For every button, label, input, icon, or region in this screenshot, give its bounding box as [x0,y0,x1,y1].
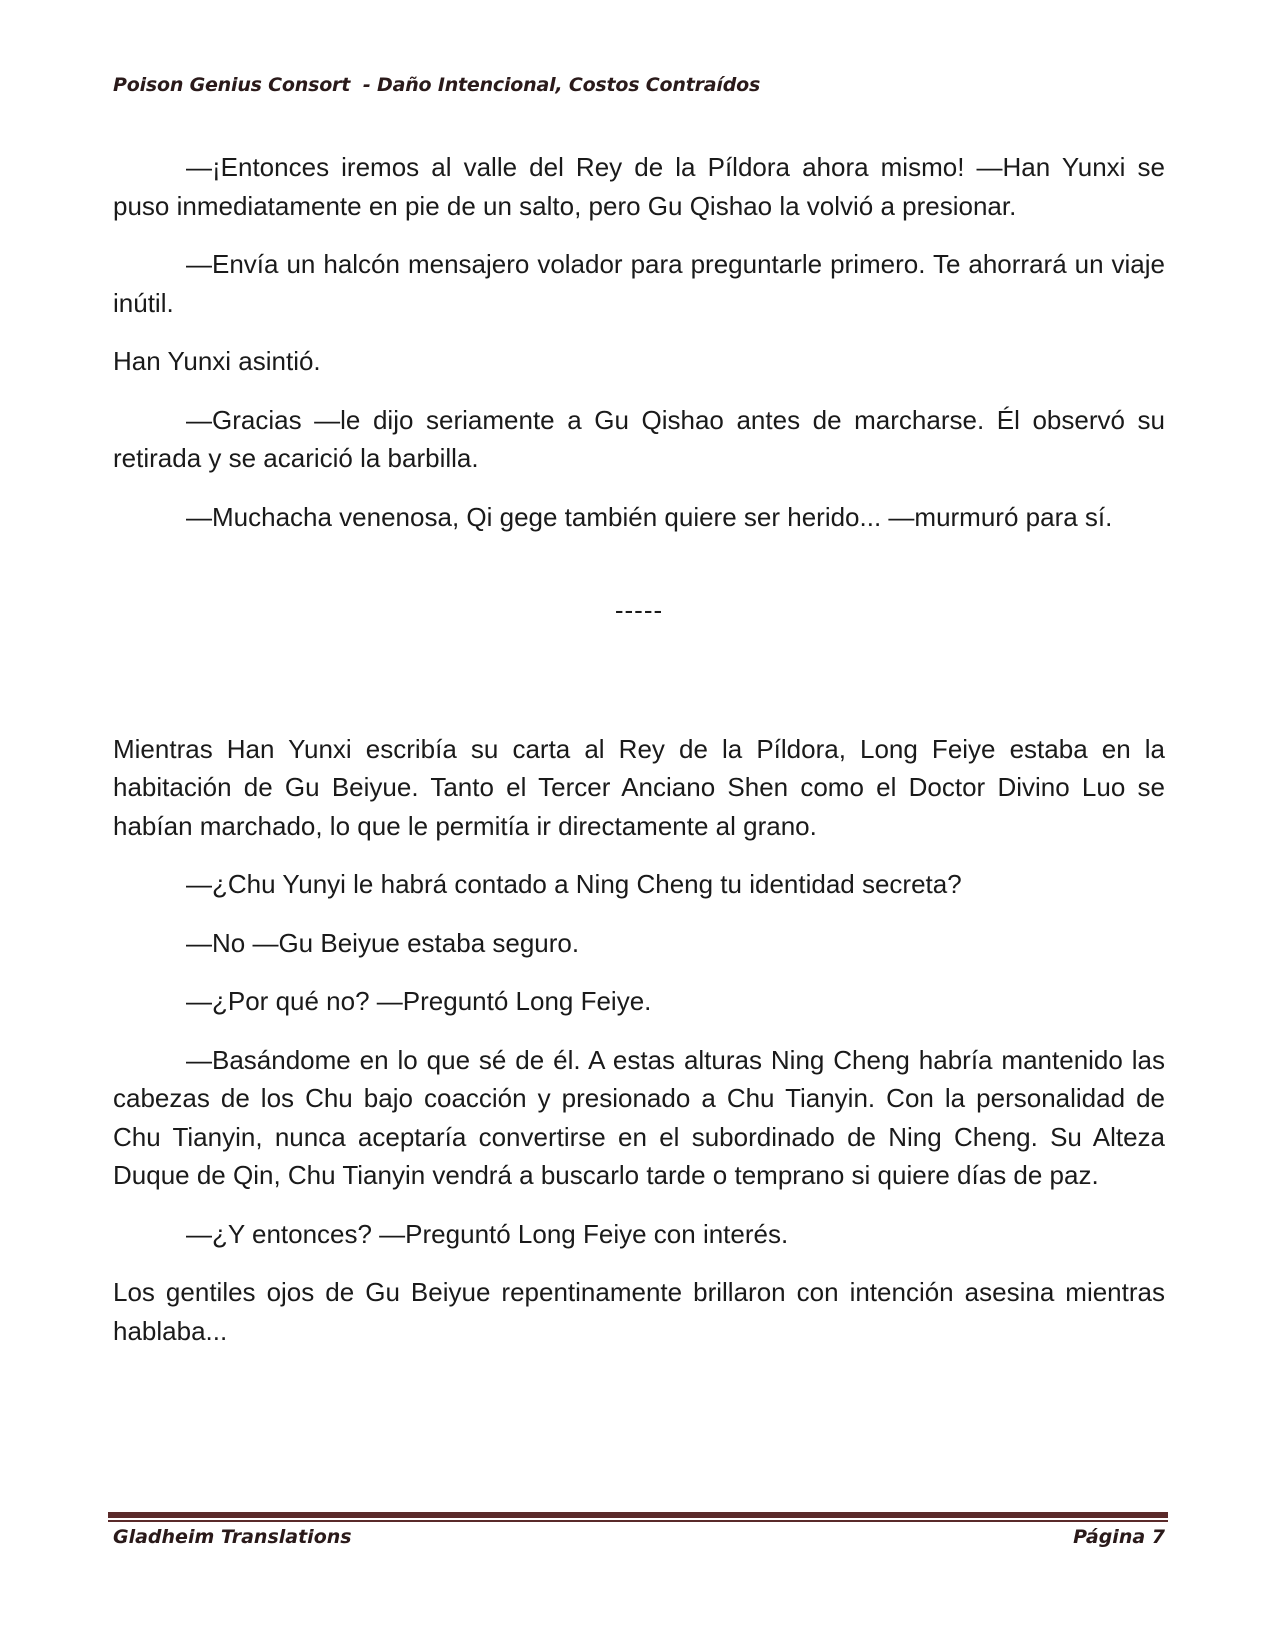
footer-page-number: Página 7 [1073,1526,1165,1548]
paragraph: —Envía un halcón mensajero volador para preguntarle primero. Te ahorrará un viaje inútil. [113,249,1165,318]
document-body [113,148,1165,1370]
paragraph: —¿Por qué no? —Preguntó Long Feiye. [186,986,652,1016]
footer-translator: Gladheim Translations [113,1526,352,1548]
paragraph: —Basándome en lo que sé de él. A estas alturas Ning Cheng habría mantenido las cabezas de los Chu bajo coacción y presionado a Chu Tianyin. Con la personalidad de Chu Tianyin, nunca aceptaría convertirse en el subordinado de Ning Cheng. Su Alteza Duque de Qin, Chu Tianyin vendrá a buscarlo tarde o temprano si quiere días de paz. [113,1044,1165,1190]
paragraph: —¿Y entonces? —Preguntó Long Feiye con interés. [186,1218,789,1249]
footer-divider-thin [108,1520,1168,1522]
paragraph: —Gracias —le dijo seriamente a Gu Qishao antes de marcharse. Él observó su retirada y se acarició la barbilla. [113,404,1165,473]
paragraph: Mientras Han Yunxi escribía su carta al Rey de la Píldora, Long Feiye estaba en la habitación de Gu Beiyue. Tanto el Tercer Anciano Shen como el Doctor Divino Luo se habían marchado, lo que le permitía ir directamente al grano. [113,733,1165,841]
paragraph: —¡Entonces iremos al valle del Rey de la Píldora ahora mismo! —Han Yunxi se puso inmediatamente en pie de un salto, pero Gu Qishao la volvió a presionar. [113,152,1165,221]
scene-break: ----- [614,595,664,625]
footer-divider [108,1512,1168,1524]
paragraph: —Muchacha venenosa, Qi gege también quiere ser herido... —murmuró para sí. [186,501,1113,532]
paragraph: —¿Chu Yunyi le habrá contado a Ning Cheng tu identidad secreta? [186,869,962,899]
page-header-title: Poison Genius Consort - Daño Intencional, Costos Contraídos [113,74,761,96]
paragraph: Los gentiles ojos de Gu Beiyue repentinamente brillaron con intención asesina mientras hablaba... [113,1277,1165,1346]
footer-divider-thick [108,1512,1168,1518]
paragraph: —No —Gu Beiyue estaba seguro. [186,927,580,958]
paragraph: Han Yunxi asintió. [113,346,321,376]
